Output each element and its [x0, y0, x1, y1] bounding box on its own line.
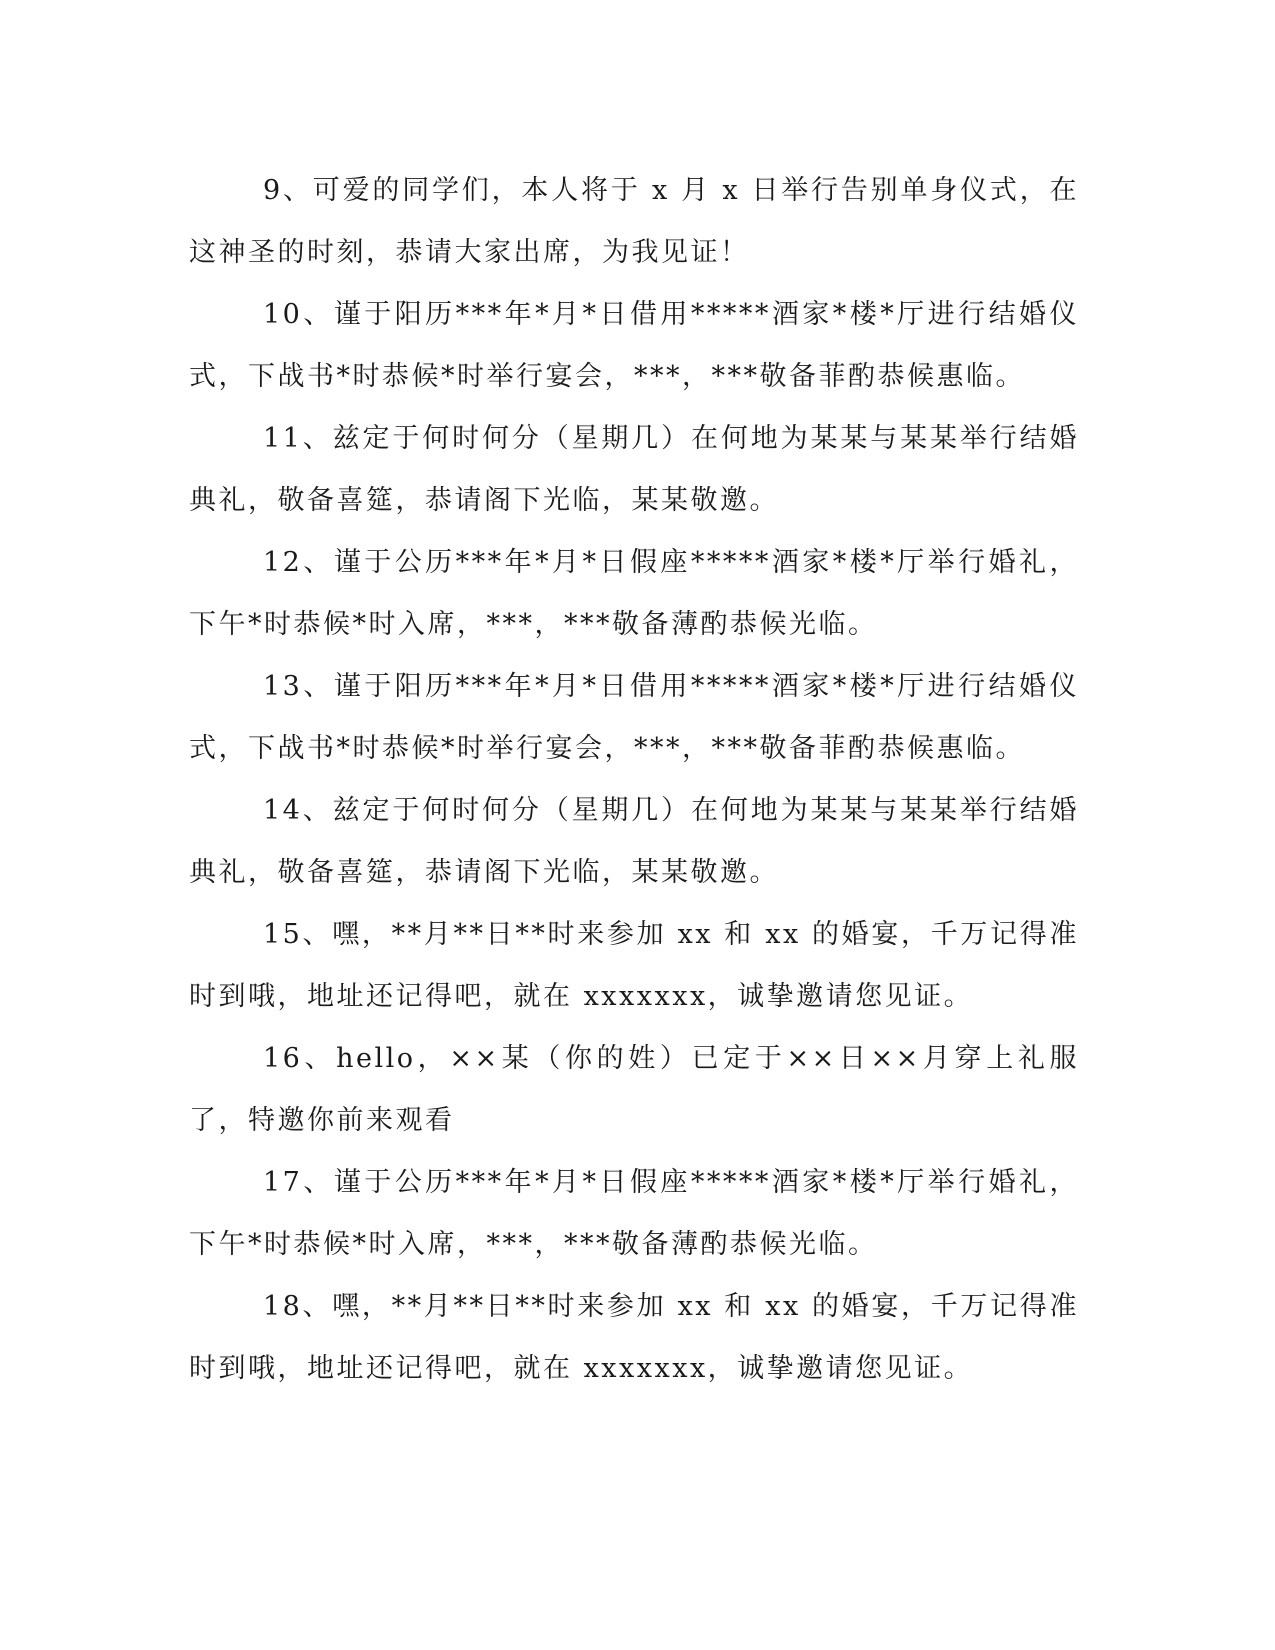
paragraph-16: 16、hello，××某（你的姓）已定于××日××月穿上礼服了，特邀你前来观看 — [189, 1043, 1079, 1136]
paragraph-15: 15、嘿，**月**日**时来参加 xx 和 xx 的婚宴，千万记得准时到哦，地址还记得吧，就在 xxxxxxx，诚挚邀请您见证。 — [189, 919, 1079, 1012]
paragraph-10: 10、谨于阳历***年*月*日借用*****酒家*楼*厅进行结婚仪式，下战书*时恭候*时举行宴会，***，***敬备菲酌恭候惠临。 — [189, 299, 1079, 392]
paragraph-14: 14、兹定于何时何分（星期几）在何地为某某与某某举行结婚典礼，敬备喜筵，恭请阁下光临，某某敬邀。 — [189, 795, 1079, 888]
paragraph-17: 17、谨于公历***年*月*日假座*****酒家*楼*厅举行婚礼，下午*时恭候*时入席，***，***敬备薄酌恭候光临。 — [189, 1167, 1079, 1260]
paragraph-12: 12、谨于公历***年*月*日假座*****酒家*楼*厅举行婚礼，下午*时恭候*时入席，***，***敬备薄酌恭候光临。 — [189, 547, 1079, 640]
document-body — [189, 160, 1079, 1400]
paragraph-11: 11、兹定于何时何分（星期几）在何地为某某与某某举行结婚典礼，敬备喜筵，恭请阁下光临，某某敬邀。 — [189, 423, 1079, 516]
paragraph-13: 13、谨于阳历***年*月*日借用*****酒家*楼*厅进行结婚仪式，下战书*时恭候*时举行宴会，***，***敬备菲酌恭候惠临。 — [189, 671, 1079, 764]
paragraph-18: 18、嘿，**月**日**时来参加 xx 和 xx 的婚宴，千万记得准时到哦，地址还记得吧，就在 xxxxxxx，诚挚邀请您见证。 — [189, 1291, 1079, 1384]
paragraph-9: 9、可爱的同学们，本人将于 x 月 x 日举行告别单身仪式，在这神圣的时刻，恭请大家出席，为我见证！ — [189, 175, 1079, 268]
